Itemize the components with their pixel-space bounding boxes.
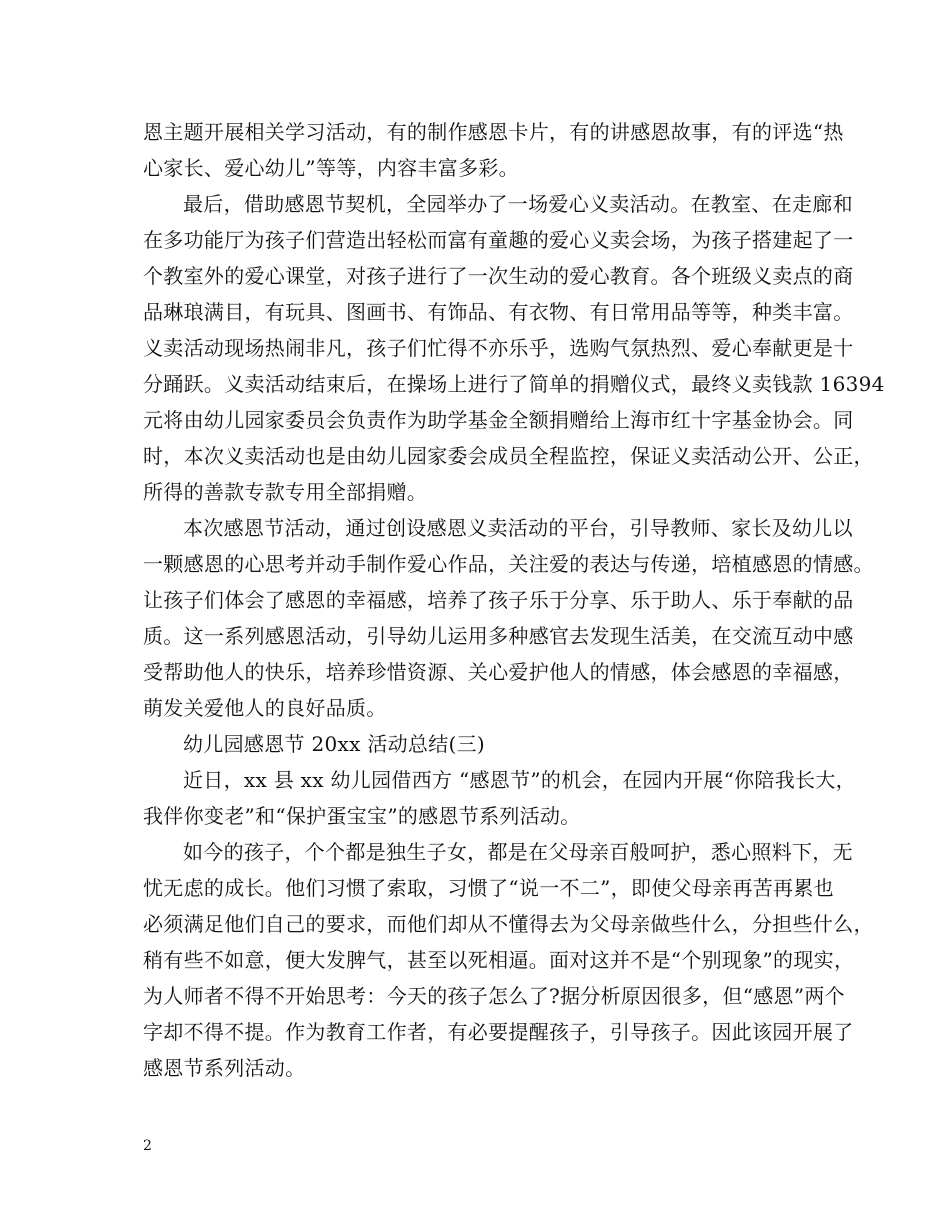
text-line: 我伴你变老”和“保护蛋宝宝”的感恩节系列活动。 (143, 804, 581, 828)
text-line: 最后，借助感恩节契机，全园举办了一场爱心义卖活动。在教室、在走廊和 (183, 192, 853, 216)
text-line: 萌发关爱他人的良好品质。 (143, 696, 387, 720)
section-heading: 幼儿园感恩节 20xx 活动总结(三) (183, 732, 486, 756)
text-line: 受帮助他人的快乐，培养珍惜资源、关心爱护他人的情感，体会感恩的幸福感， (143, 660, 854, 684)
text-line: 本次感恩节活动，通过创设感恩义卖活动的平台，引导教师、家长及幼儿以 (183, 516, 853, 540)
page-number: 2 (143, 1138, 152, 1154)
text-line: 让孩子们体会了感恩的幸福感，培养了孩子乐于分享、乐于助人、乐于奉献的品 (143, 588, 854, 612)
text-line: 恩主题开展相关学习活动，有的制作感恩卡片，有的讲感恩故事，有的评选“热 (143, 120, 844, 144)
text-line: 稍有些不如意，便大发脾气，甚至以死相逼。面对这并不是“个别现象”的现实， (143, 948, 855, 972)
text-line: 心家长、爱心幼儿”等等，内容丰富多彩。 (143, 156, 519, 180)
text-line: 时，本次义卖活动也是由幼儿园家委会成员全程监控，保证义卖活动公开、公正， (143, 444, 874, 468)
text-line: 字却不得不提。作为教育工作者，有必要提醒孩子，引导孩子。因此该园开展了 (143, 1020, 854, 1044)
text-line: 为人师者不得不开始思考：今天的孩子怎么了?据分析原因很多，但“感恩”两个 (143, 984, 845, 1008)
text-line: 元将由幼儿园家委员会负责作为助学基金全额捐赠给上海市红十字基金协会。同 (143, 408, 854, 432)
text-line: 所得的善款专款专用全部捐赠。 (143, 480, 428, 504)
text-line: 义卖活动现场热闹非凡，孩子们忙得不亦乐乎，选购气氛热烈、爱心奉献更是十 (143, 336, 854, 360)
text-line: 分踊跃。义卖活动结束后，在操场上进行了简单的捐赠仪式，最终义卖钱款 16394 (143, 372, 885, 396)
text-line: 近日，xx 县 xx 幼儿园借西方 “感恩节”的机会，在园内开展“你陪我长大， (183, 768, 856, 792)
text-line: 忧无虑的成长。他们习惯了索取，习惯了“说一不二”，即使父母亲再苦再累也 (143, 876, 834, 900)
text-line: 个教室外的爱心课堂，对孩子进行了一次生动的爱心教育。各个班级义卖点的商 (143, 264, 854, 288)
text-line: 质。这一系列感恩活动，引导幼儿运用多种感官去发现生活美，在交流互动中感 (143, 624, 854, 648)
text-line: 如今的孩子，个个都是独生子女，都是在父母亲百般呵护，悉心照料下，无 (183, 840, 853, 864)
text-line: 品琳琅满目，有玩具、图画书、有饰品、有衣物、有日常用品等等，种类丰富。 (143, 300, 854, 324)
text-line: 在多功能厅为孩子们营造出轻松而富有童趣的爱心义卖会场，为孩子搭建起了一 (143, 228, 854, 252)
text-line: 一颗感恩的心思考并动手制作爱心作品，关注爱的表达与传递，培植感恩的情感。 (143, 552, 874, 576)
text-line: 感恩节系列活动。 (143, 1056, 306, 1080)
text-line: 必须满足他们自己的要求，而他们却从不懂得去为父母亲做些什么，分担些什么， (143, 912, 874, 936)
